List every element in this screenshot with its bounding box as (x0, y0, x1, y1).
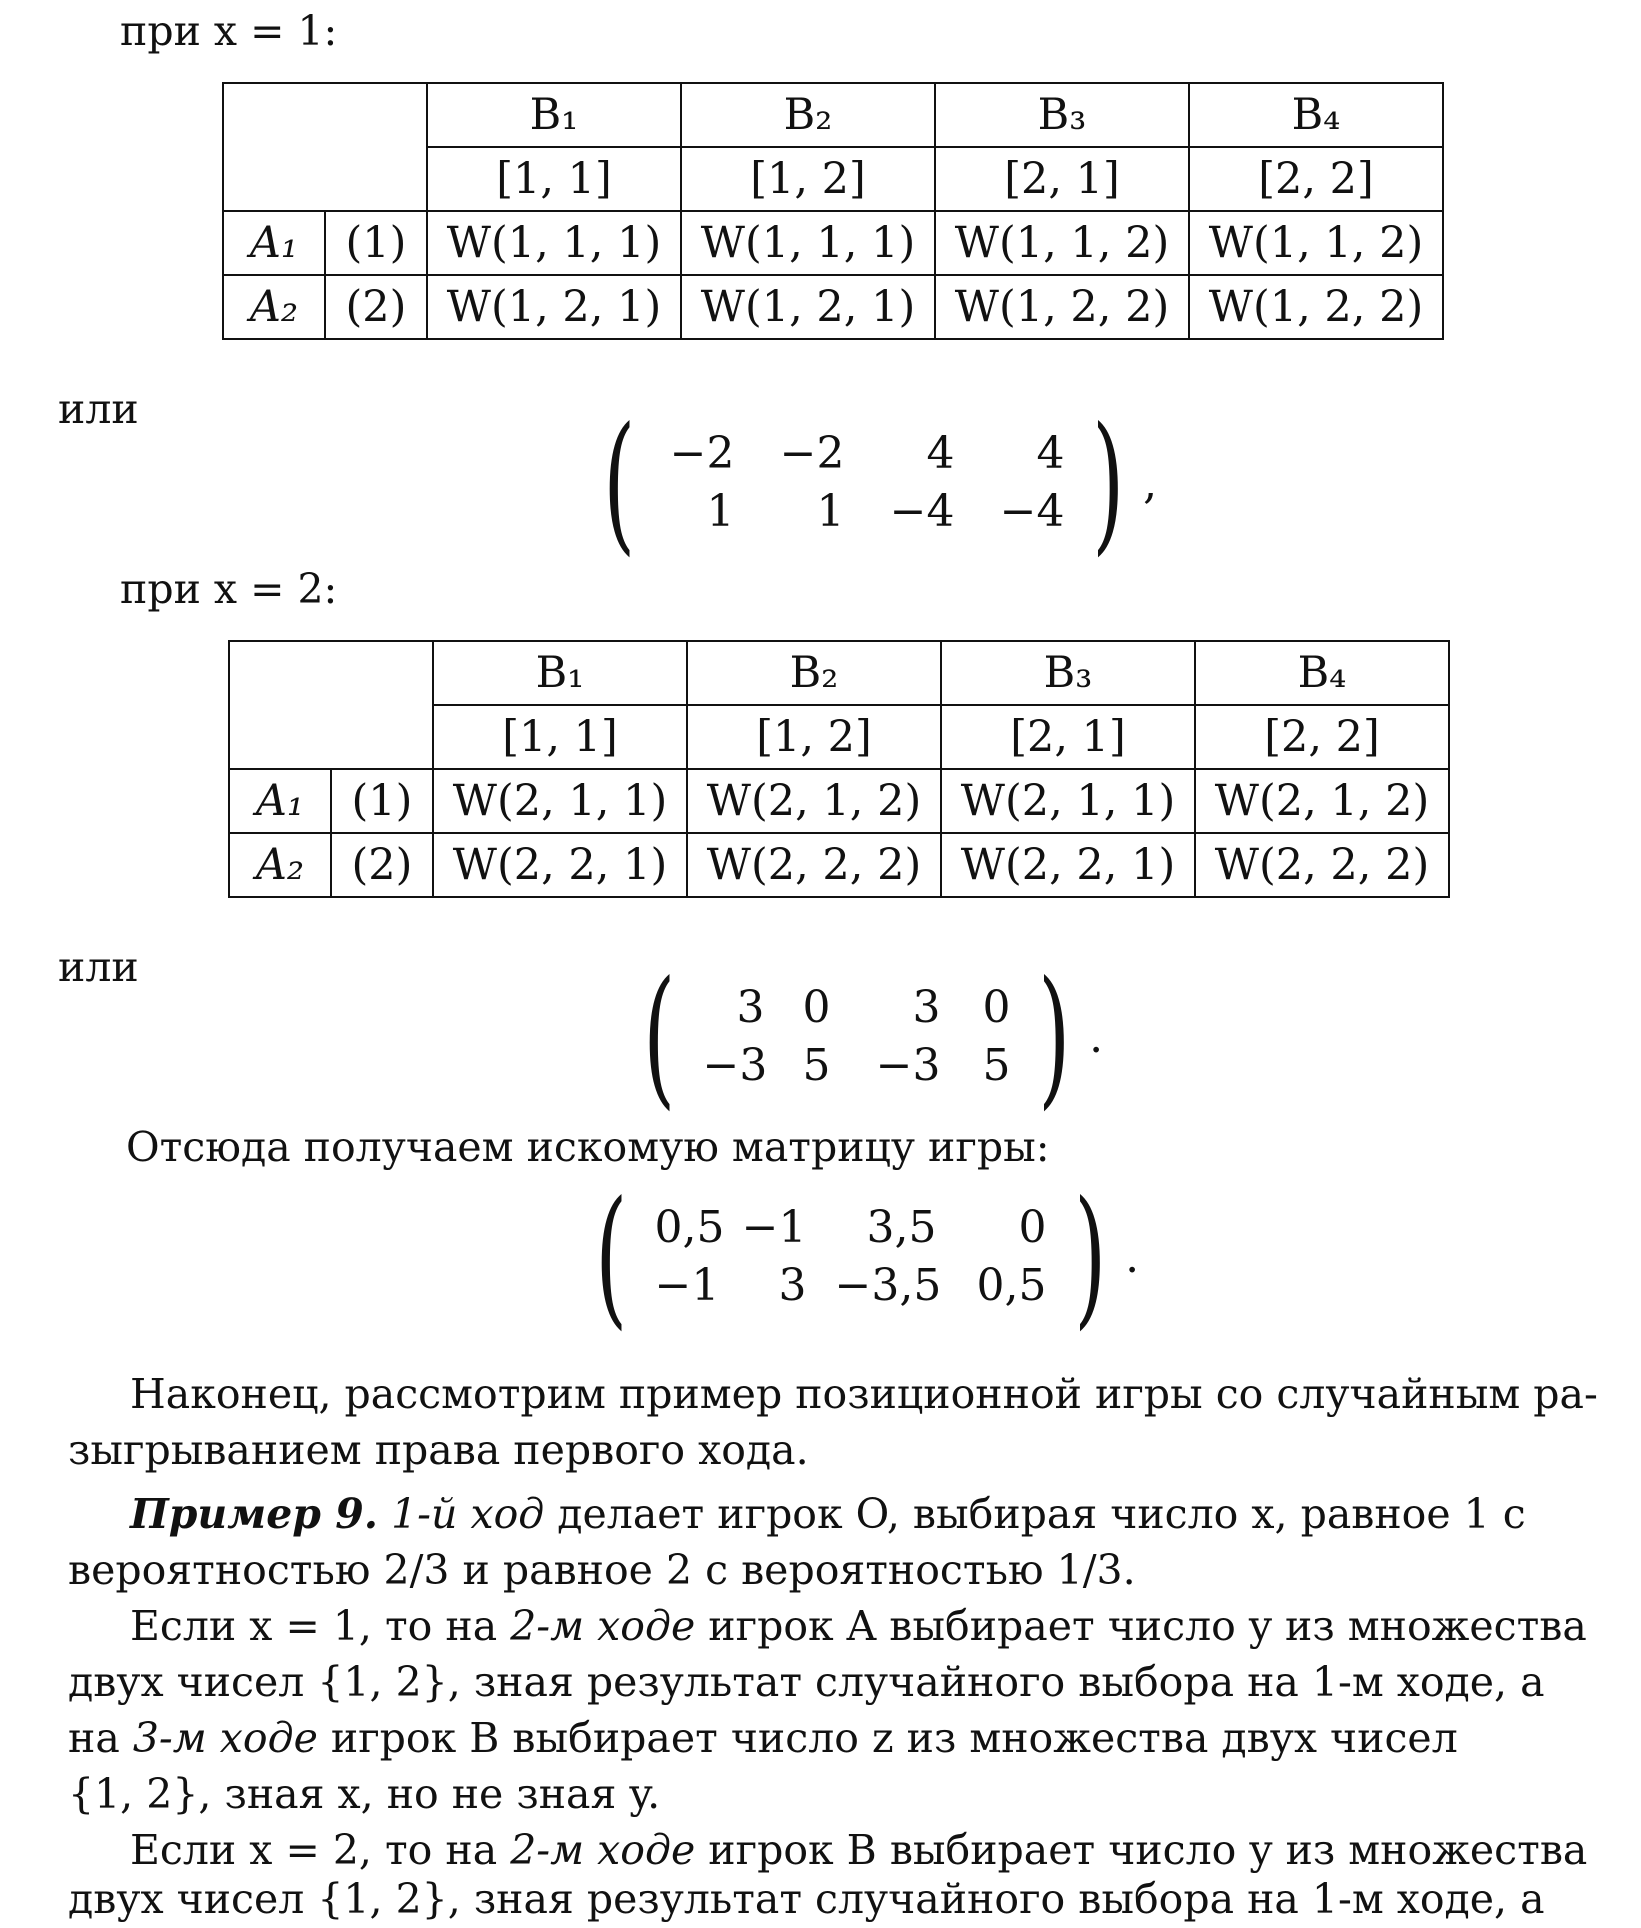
matrix-cell: −3,5 (834, 1260, 942, 1311)
header-b4: B₄ (1195, 641, 1449, 705)
matrix-cell: 3,5 (866, 1202, 937, 1253)
header-b3: B₃ (941, 641, 1195, 705)
left-paren: ( (643, 950, 676, 1124)
punctuation: . (1089, 1011, 1104, 1063)
paragraph-line: вероятностью 2/3 и равное 2 с вероятностью 1/3. (68, 1546, 1136, 1594)
payoff-cell: W(1, 1, 2) (1189, 211, 1443, 275)
paragraph-line: двух чисел {1, 2}, зная результат случайного выбора на 1-м ходе, а (68, 1658, 1545, 1706)
payoff-cell: W(1, 2, 2) (1189, 275, 1443, 339)
matrix-cell: −1 (741, 1202, 807, 1253)
paragraph-line: двух чисел {1, 2}, зная результат случайного выбора на 1-м ходе, а (68, 1875, 1545, 1923)
text-run: игрок B выбирает число z из множества двух чисел (317, 1714, 1458, 1762)
punctuation: , (1143, 457, 1158, 509)
text-run: игрок A выбирает число y из множества (695, 1602, 1587, 1650)
player-label: A₁ (229, 769, 331, 833)
payoff-cell: W(1, 2, 1) (681, 275, 935, 339)
player-label: A₂ (223, 275, 325, 339)
matrix-cell: −1 (654, 1260, 720, 1311)
matrix-cell: 0,5 (976, 1260, 1047, 1311)
matrix-cell: 5 (802, 1040, 831, 1091)
strategy-cell: [1, 2] (681, 147, 935, 211)
move-term: 3-м ходе (132, 1714, 318, 1762)
payoff-cell: W(1, 1, 1) (427, 211, 681, 275)
header-b3: B₃ (935, 83, 1189, 147)
payoff-cell: W(2, 1, 2) (687, 769, 941, 833)
choice-label: (1) (325, 211, 427, 275)
matrix-cell: 0 (982, 982, 1011, 1033)
header-b2: B₂ (681, 83, 935, 147)
header-b4: B₄ (1189, 83, 1443, 147)
matrix-cell: 4 (1036, 428, 1065, 479)
payoff-cell: W(2, 1, 1) (941, 769, 1195, 833)
payoff-cell: W(2, 2, 1) (433, 833, 687, 897)
matrix-cell: −4 (889, 486, 955, 537)
strategy-cell: [2, 1] (941, 705, 1195, 769)
player-label: A₂ (229, 833, 331, 897)
payoff-cell: W(2, 1, 2) (1195, 769, 1449, 833)
text-run: игрок B выбирает число y из множества (695, 1826, 1588, 1874)
move-term: 1-й ход (391, 1490, 545, 1538)
matrix-cell: 3 (778, 1260, 807, 1311)
game-matrix (582, 1170, 1140, 1344)
matrix-cell: 4 (926, 428, 955, 479)
case-label-x2: при x = 2: (120, 565, 338, 613)
punctuation: . (1125, 1231, 1140, 1283)
move-term: 2-м ходе (510, 1602, 696, 1650)
right-paren: ) (1037, 950, 1070, 1124)
case-label-x1: при x = 1: (120, 7, 338, 55)
matrix-cell: 0 (802, 982, 831, 1033)
text-run: на (68, 1714, 133, 1762)
matrix-cell: −2 (669, 428, 735, 479)
strategy-cell: [1, 2] (687, 705, 941, 769)
strategy-table-x1 (222, 82, 1444, 340)
matrix-grid (649, 428, 1079, 538)
strategy-cell: [2, 2] (1189, 147, 1443, 211)
matrix-grid (689, 982, 1025, 1092)
or-label-1: или (58, 385, 139, 433)
matrix-cell: 3 (736, 982, 765, 1033)
matrix-cell: 3 (912, 982, 941, 1033)
header-b1: B₁ (433, 641, 687, 705)
left-paren: ( (595, 1170, 628, 1344)
matrix-cell: −3 (875, 1040, 941, 1091)
strategy-cell: [2, 2] (1195, 705, 1449, 769)
matrix-cell: 5 (982, 1040, 1011, 1091)
right-paren: ) (1073, 1170, 1106, 1344)
matrix-cell: −2 (779, 428, 845, 479)
matrix-x2 (630, 950, 1104, 1124)
table-corner (229, 641, 433, 769)
payoff-cell: W(2, 2, 2) (1195, 833, 1449, 897)
text-run: Если x = 1, то на (130, 1602, 511, 1650)
paragraph-line: зыгрыванием права первого хода. (68, 1426, 809, 1474)
payoff-cell: W(1, 1, 1) (681, 211, 935, 275)
text-run: делает игрок O, выбирая число x, равное 1 с (544, 1490, 1526, 1538)
paragraph-line: Наконец, рассмотрим пример позиционной игры со случайным ра- (130, 1370, 1598, 1418)
strategy-table-x2 (228, 640, 1450, 898)
strategy-cell: [2, 1] (935, 147, 1189, 211)
choice-label: (2) (325, 275, 427, 339)
payoff-cell: W(2, 2, 1) (941, 833, 1195, 897)
matrix-cell: −3 (702, 1040, 768, 1091)
paragraph-line (68, 1709, 1618, 1767)
payoff-cell: W(1, 1, 2) (935, 211, 1189, 275)
matrix-grid (641, 1202, 1061, 1312)
matrix-cell: 1 (706, 486, 735, 537)
table-corner (223, 83, 427, 211)
right-paren: ) (1091, 396, 1124, 570)
matrix-cell: 0 (1018, 1202, 1047, 1253)
strategy-cell: [1, 1] (433, 705, 687, 769)
or-label-2: или (58, 943, 139, 991)
choice-label: (1) (331, 769, 433, 833)
payoff-cell: W(2, 1, 1) (433, 769, 687, 833)
matrix-x1 (590, 396, 1158, 570)
choice-label: (2) (331, 833, 433, 897)
strategy-cell: [1, 1] (427, 147, 681, 211)
player-label: A₁ (223, 211, 325, 275)
payoff-cell: W(1, 2, 1) (427, 275, 681, 339)
payoff-cell: W(2, 2, 2) (687, 833, 941, 897)
paragraph-line (130, 1597, 1641, 1655)
text-run: Если x = 2, то на (130, 1826, 511, 1874)
matrix-cell: −4 (999, 486, 1065, 537)
header-b1: B₁ (427, 83, 681, 147)
paragraph-line: {1, 2}, зная x, но не зная y. (68, 1770, 661, 1818)
header-b2: B₂ (687, 641, 941, 705)
payoff-cell: W(1, 2, 2) (935, 275, 1189, 339)
result-intro: Отсюда получаем искомую матрицу игры: (126, 1123, 1050, 1171)
matrix-cell: 1 (816, 486, 845, 537)
matrix-cell: 0,5 (654, 1202, 725, 1253)
left-paren: ( (603, 396, 636, 570)
example-title: Пример 9. (130, 1490, 379, 1538)
example-line (130, 1485, 1641, 1543)
move-term: 2-м ходе (510, 1826, 696, 1874)
